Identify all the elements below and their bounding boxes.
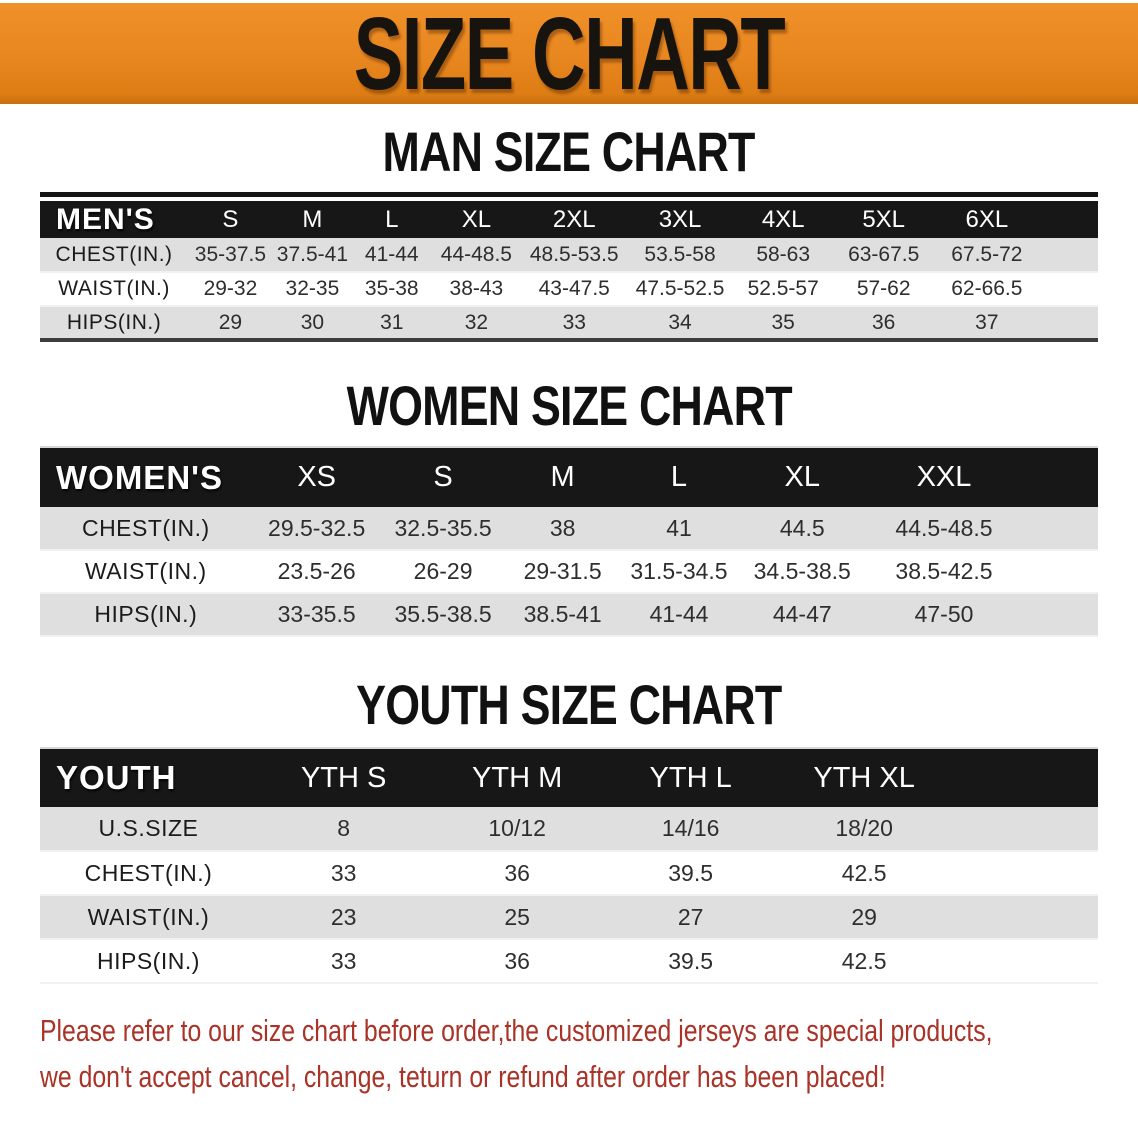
row-spacer bbox=[1021, 593, 1098, 636]
size-cell: 35-37.5 bbox=[188, 238, 273, 272]
men-col-3xl: 3XL bbox=[658, 205, 702, 233]
size-cell: 41-44 bbox=[352, 238, 431, 272]
banner-title: SIZE CHART bbox=[353, 3, 785, 104]
size-cell: 48.5-53.5 bbox=[521, 238, 627, 272]
size-cell: 29 bbox=[188, 306, 273, 340]
size-cell: 35-38 bbox=[352, 272, 431, 306]
row-spacer bbox=[951, 807, 1098, 851]
size-cell: 23.5-26 bbox=[252, 550, 382, 593]
size-cell: 67.5-72 bbox=[934, 238, 1040, 272]
footer-note bbox=[40, 1008, 1098, 1100]
size-cell: 30 bbox=[273, 306, 352, 340]
banner bbox=[0, 3, 1138, 104]
youth-section-title bbox=[0, 637, 1138, 747]
size-cell: 32.5-35.5 bbox=[382, 507, 505, 550]
women-col-s: S bbox=[433, 461, 453, 493]
row-spacer bbox=[951, 895, 1098, 939]
size-cell: 42.5 bbox=[777, 939, 951, 983]
size-cell: 31 bbox=[352, 306, 431, 340]
men-header-spacer bbox=[1040, 201, 1098, 238]
row-spacer bbox=[1040, 238, 1098, 272]
row-label: CHEST(IN.) bbox=[40, 507, 252, 550]
size-cell: 31.5-34.5 bbox=[621, 550, 737, 593]
women-col-xxl: XXL bbox=[916, 461, 972, 493]
size-cell: 47-50 bbox=[867, 593, 1020, 636]
men-header-row bbox=[40, 201, 1098, 238]
women-header-label: WOMEN'S bbox=[56, 458, 224, 496]
youth-col-yth-l: YTH L bbox=[649, 761, 732, 794]
size-cell: 38.5-42.5 bbox=[867, 550, 1020, 593]
youth-header-label: YOUTH bbox=[56, 759, 177, 796]
men-row-hips-in bbox=[40, 306, 1098, 340]
men-row-chest-in bbox=[40, 238, 1098, 272]
size-cell: 14/16 bbox=[604, 807, 778, 851]
women-table-wrap bbox=[40, 446, 1098, 637]
youth-header-row bbox=[40, 748, 1098, 807]
women-col-xs: XS bbox=[297, 461, 336, 493]
size-cell: 38 bbox=[504, 507, 620, 550]
size-cell: 42.5 bbox=[777, 851, 951, 895]
size-cell: 34.5-38.5 bbox=[737, 550, 867, 593]
youth-table-wrap bbox=[40, 747, 1098, 984]
row-spacer bbox=[1040, 272, 1098, 306]
size-cell: 38.5-41 bbox=[504, 593, 620, 636]
row-label: WAIST(IN.) bbox=[40, 895, 257, 939]
men-row-waist-in bbox=[40, 272, 1098, 306]
row-spacer bbox=[1021, 550, 1098, 593]
women-col-m: M bbox=[550, 461, 575, 493]
size-cell: 44-47 bbox=[737, 593, 867, 636]
size-cell: 52.5-57 bbox=[733, 272, 834, 306]
women-header-row bbox=[40, 447, 1098, 507]
size-cell: 8 bbox=[257, 807, 431, 851]
men-section-title bbox=[0, 104, 1138, 192]
size-cell: 29-32 bbox=[188, 272, 273, 306]
youth-size-table bbox=[40, 747, 1098, 984]
row-label: WAIST(IN.) bbox=[40, 550, 252, 593]
size-chart-page bbox=[0, 3, 1138, 1100]
size-cell: 63-67.5 bbox=[833, 238, 934, 272]
youth-col-yth-xl: YTH XL bbox=[813, 761, 915, 794]
size-cell: 29-31.5 bbox=[504, 550, 620, 593]
youth-header-spacer bbox=[951, 748, 1098, 807]
women-header-spacer bbox=[1021, 447, 1098, 507]
size-cell: 27 bbox=[604, 895, 778, 939]
row-label: HIPS(IN.) bbox=[40, 593, 252, 636]
row-label: HIPS(IN.) bbox=[40, 306, 188, 340]
size-cell: 32-35 bbox=[273, 272, 352, 306]
men-table-wrap bbox=[40, 192, 1098, 342]
size-cell: 36 bbox=[430, 939, 604, 983]
row-spacer bbox=[951, 939, 1098, 983]
youth-title-text: YOUTH SIZE CHART bbox=[356, 673, 782, 736]
row-label: U.S.SIZE bbox=[40, 807, 257, 851]
men-col-s: S bbox=[222, 205, 239, 233]
row-label: WAIST(IN.) bbox=[40, 272, 188, 306]
size-cell: 33-35.5 bbox=[252, 593, 382, 636]
men-col-m: M bbox=[302, 205, 323, 233]
youth-row-hips-in bbox=[40, 939, 1098, 983]
men-top-rule bbox=[40, 192, 1098, 197]
size-cell: 44-48.5 bbox=[431, 238, 521, 272]
women-row-chest-in bbox=[40, 507, 1098, 550]
size-cell: 36 bbox=[833, 306, 934, 340]
size-cell: 53.5-58 bbox=[627, 238, 733, 272]
men-header-label: MEN'S bbox=[56, 202, 155, 236]
size-cell: 37.5-41 bbox=[273, 238, 352, 272]
row-spacer bbox=[1040, 306, 1098, 340]
women-section-title bbox=[0, 342, 1138, 446]
women-size-table bbox=[40, 446, 1098, 637]
size-cell: 47.5-52.5 bbox=[627, 272, 733, 306]
row-spacer bbox=[1021, 507, 1098, 550]
size-cell: 37 bbox=[934, 306, 1040, 340]
men-col-l: L bbox=[385, 205, 399, 233]
row-label: CHEST(IN.) bbox=[40, 238, 188, 272]
youth-col-yth-m: YTH M bbox=[472, 761, 563, 794]
footer-note-line-2: we don't accept cancel, change, teturn or refund after order has been placed! bbox=[40, 1059, 886, 1094]
women-title-text: WOMEN SIZE CHART bbox=[346, 374, 792, 437]
women-row-waist-in bbox=[40, 550, 1098, 593]
size-cell: 36 bbox=[430, 851, 604, 895]
size-cell: 25 bbox=[430, 895, 604, 939]
footer-note-line-1: Please refer to our size chart before order,the customized jerseys are special products, bbox=[40, 1013, 993, 1048]
size-cell: 41-44 bbox=[621, 593, 737, 636]
size-cell: 44.5-48.5 bbox=[867, 507, 1020, 550]
size-cell: 41 bbox=[621, 507, 737, 550]
women-row-hips-in bbox=[40, 593, 1098, 636]
men-title-text: MAN SIZE CHART bbox=[382, 120, 756, 183]
size-cell: 33 bbox=[257, 939, 431, 983]
size-cell: 29 bbox=[777, 895, 951, 939]
size-cell: 44.5 bbox=[737, 507, 867, 550]
row-spacer bbox=[951, 851, 1098, 895]
size-cell: 32 bbox=[431, 306, 521, 340]
youth-row-waist-in bbox=[40, 895, 1098, 939]
women-col-l: L bbox=[670, 461, 688, 493]
size-cell: 62-66.5 bbox=[934, 272, 1040, 306]
men-size-table bbox=[40, 201, 1098, 342]
men-col-xl: XL bbox=[461, 205, 492, 233]
size-cell: 39.5 bbox=[604, 851, 778, 895]
size-cell: 39.5 bbox=[604, 939, 778, 983]
youth-row-u-s-size bbox=[40, 807, 1098, 851]
row-label: CHEST(IN.) bbox=[40, 851, 257, 895]
row-label: HIPS(IN.) bbox=[40, 939, 257, 983]
size-cell: 35 bbox=[733, 306, 834, 340]
size-cell: 57-62 bbox=[833, 272, 934, 306]
size-cell: 34 bbox=[627, 306, 733, 340]
size-cell: 38-43 bbox=[431, 272, 521, 306]
chart-sections bbox=[0, 104, 1138, 984]
size-cell: 23 bbox=[257, 895, 431, 939]
women-col-xl: XL bbox=[784, 461, 820, 493]
men-col-4xl: 4XL bbox=[761, 205, 805, 233]
size-cell: 58-63 bbox=[733, 238, 834, 272]
men-col-6xl: 6XL bbox=[965, 205, 1009, 233]
size-cell: 26-29 bbox=[382, 550, 505, 593]
size-cell: 18/20 bbox=[777, 807, 951, 851]
youth-col-yth-s: YTH S bbox=[300, 761, 387, 794]
size-cell: 43-47.5 bbox=[521, 272, 627, 306]
men-col-5xl: 5XL bbox=[862, 205, 906, 233]
size-cell: 33 bbox=[257, 851, 431, 895]
size-cell: 33 bbox=[521, 306, 627, 340]
size-cell: 29.5-32.5 bbox=[252, 507, 382, 550]
size-cell: 10/12 bbox=[430, 807, 604, 851]
size-cell: 35.5-38.5 bbox=[382, 593, 505, 636]
youth-row-chest-in bbox=[40, 851, 1098, 895]
men-col-2xl: 2XL bbox=[552, 205, 596, 233]
